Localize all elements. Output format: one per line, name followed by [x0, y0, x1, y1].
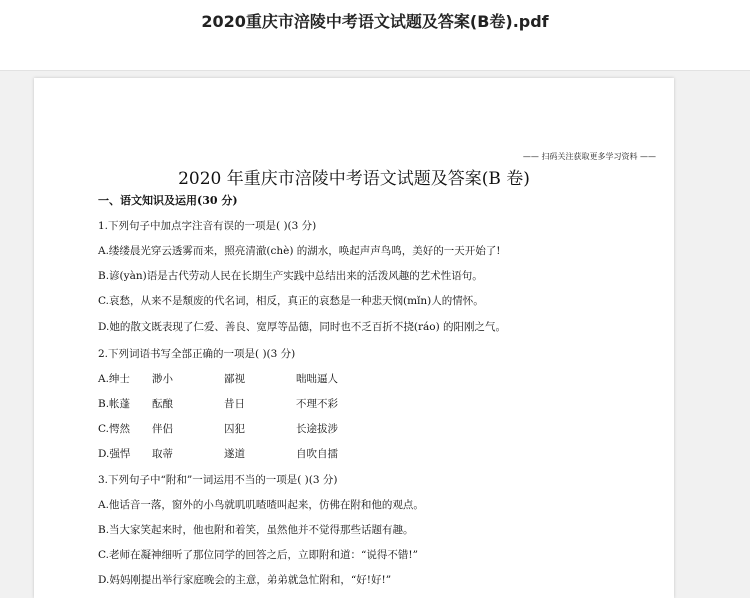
- pdf-page: [34, 78, 674, 598]
- option-label: A.绅士: [98, 373, 130, 385]
- question-1-option-d: D.她的散文既表现了仁爱、善良、宽厚等品德，同时也不乏百折不挠(ráo) 的阳刚之气。: [98, 321, 507, 333]
- file-title: 2020重庆市涪陵中考语文试题及答案(B卷).pdf: [201, 12, 549, 31]
- question-3-option-d: D.妈妈刚提出举行家庭晚会的主意，弟弟就急忙附和，“好!好!”: [98, 574, 392, 586]
- option-word: 昔日: [224, 398, 245, 410]
- document-title: 2020 年重庆市涪陵中考语文试题及答案(B 卷): [178, 169, 530, 189]
- option-label: D.强悍: [98, 448, 131, 460]
- option-word: 伴侣: [152, 423, 173, 435]
- question-2-option-b: [98, 396, 338, 411]
- question-3-stem: 3.下列句子中“附和”一词运用不当的一项是( )(3 分): [98, 474, 338, 486]
- question-1-option-c: C.哀愁，从来不是颓废的代名词，相反，真正的哀愁是一种悲天悯(mǐn)人的情怀。: [98, 295, 484, 307]
- option-label: C.愕然: [98, 423, 130, 435]
- option-word: 不理不彩: [296, 398, 338, 410]
- question-1-option-b: B.谚(yàn)语是古代劳动人民在长期生产实践中总结出来的活泼风趣的艺术性语句。: [98, 270, 483, 282]
- option-word: 囚犯: [224, 423, 245, 435]
- section-heading: 一、语文知识及运用(30 分): [98, 194, 238, 207]
- question-1-option-a: A.缕缕晨光穿云透雾而来，照亮清澈(chè) 的湖水，唤起声声鸟鸣，美好的一天开始了!: [98, 245, 501, 257]
- question-1-stem: 1.下列句子中加点字注音有误的一项是( )(3 分): [98, 220, 317, 232]
- question-2-option-c: [98, 421, 338, 436]
- option-word: 咄咄逼人: [296, 373, 338, 385]
- option-word: 鄙视: [224, 373, 245, 385]
- option-word: 取蒂: [152, 448, 173, 460]
- option-word: 渺小: [152, 373, 173, 385]
- option-word: 长途拔涉: [296, 423, 338, 435]
- watermark-text: —— 扫码关注获取更多学习资料 ——: [522, 152, 656, 161]
- option-word: 自吹自擂: [296, 448, 338, 460]
- question-2-stem: 2.下列词语书写全部正确的一项是( )(3 分): [98, 348, 296, 360]
- question-2-option-d: [98, 446, 338, 461]
- viewer-toolbar: [0, 0, 750, 71]
- question-3-option-b: B.当大家笑起来时，他也附和着笑，虽然他并不觉得那些话题有趣。: [98, 524, 414, 536]
- option-word: 酝酿: [152, 398, 173, 410]
- option-word: 遂道: [224, 448, 245, 460]
- question-3-option-a: A.他话音一落，窗外的小鸟就叽叽喳喳叫起来，仿佛在附和他的观点。: [98, 499, 424, 511]
- question-2-option-a: [98, 371, 338, 386]
- question-3-option-c: C.老师在凝神细听了那位同学的回答之后，立即附和道：“说得不错!”: [98, 549, 418, 561]
- option-label: B.帐蓬: [98, 398, 131, 410]
